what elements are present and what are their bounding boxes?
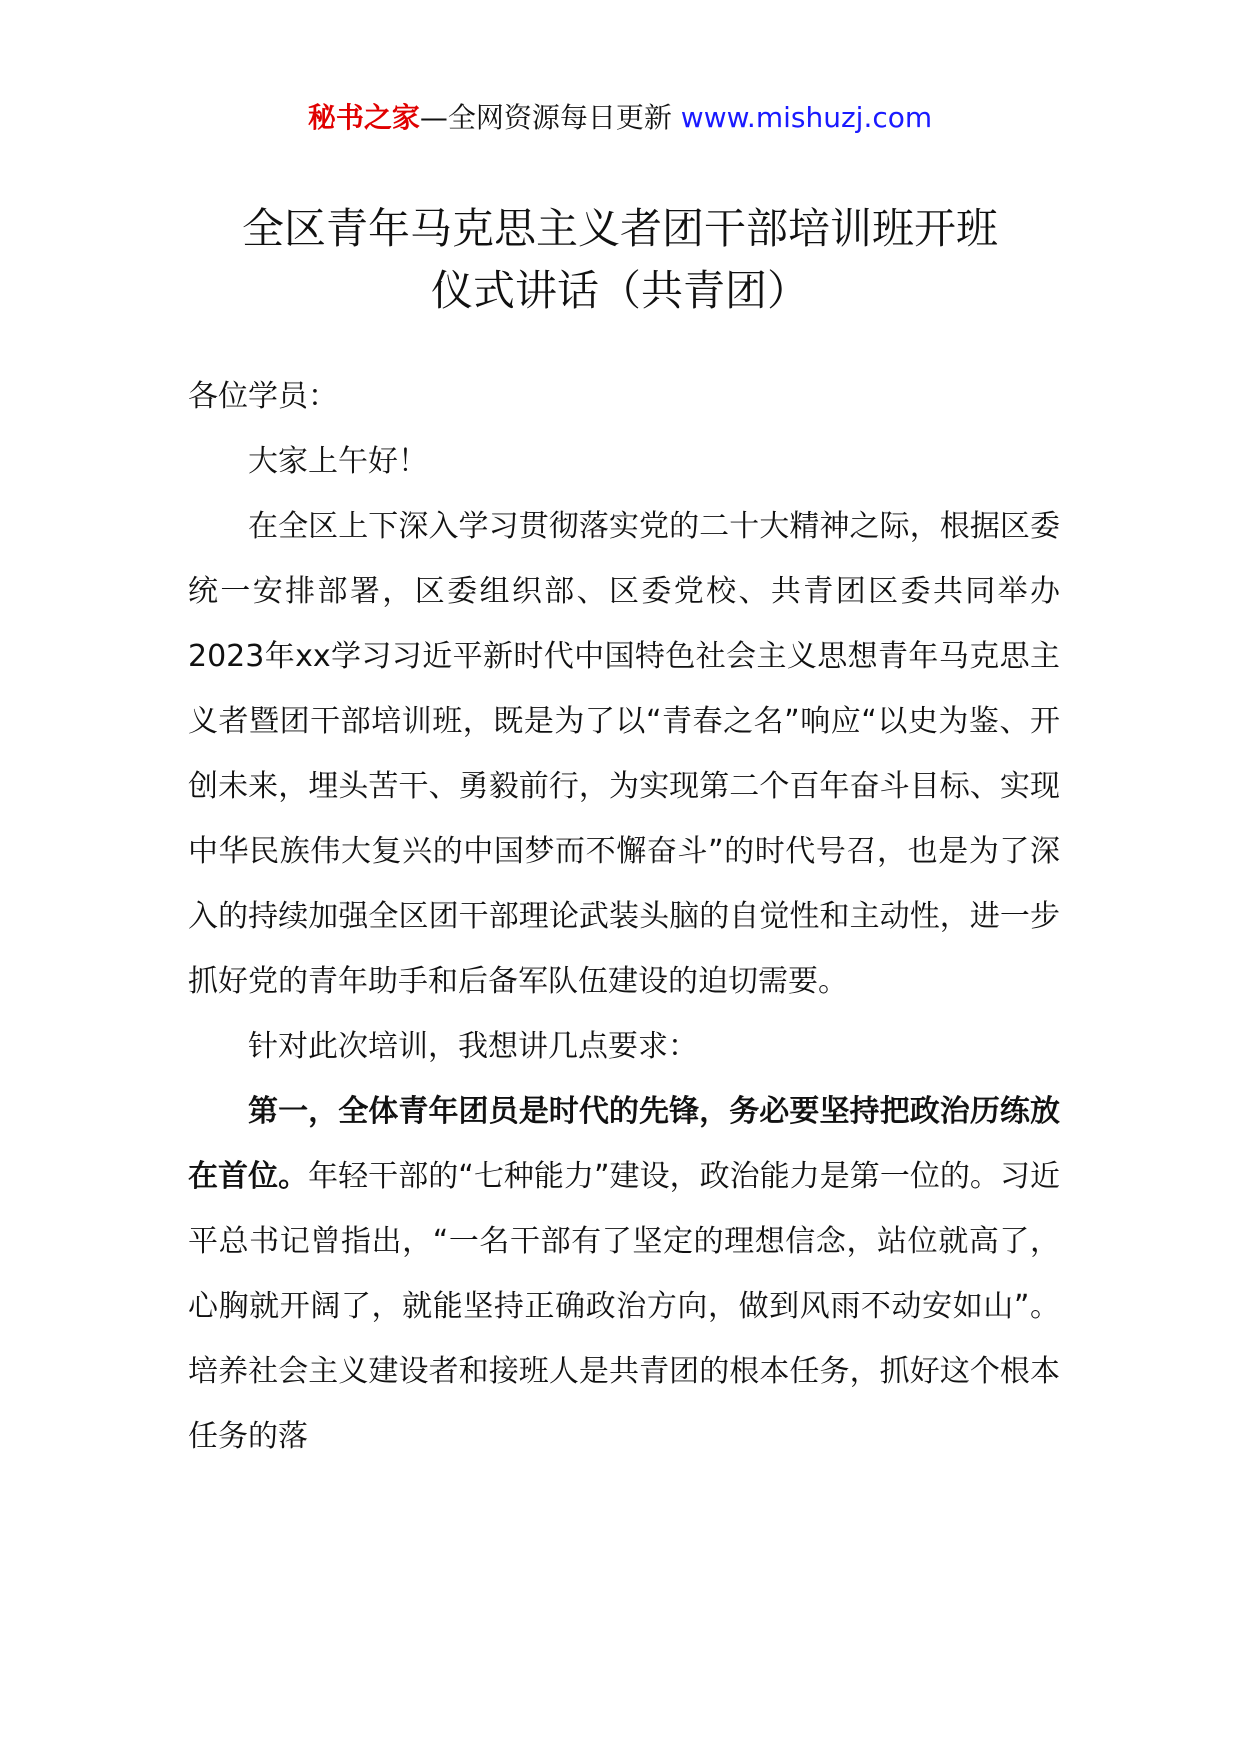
title-line-1: 全区青年马克思主义者团干部培训班开班 xyxy=(241,204,998,253)
salutation: 各位学员： xyxy=(188,379,338,414)
paragraph-1: 在全区上下深入学习贯彻落实党的二十大精神之际，根据区委统一安排部署，区委组织部、区委党校、共青团区委共同举办2023年xx学习习近平新时代中国特色社会主义思想青年马克思主义者暨团干部培训班，既是为了以“青春之名”响应“以史为鉴、开创未来，埋头苦干、勇毅前行，为实现第二个百年奋斗目标、实现中华民族伟大复兴的中国梦而不懈奋斗”的时代号召，也是为了深入的持续加强全区团干部理论武装头脑的自觉性和主动性，进一步抓好党的青年助手和后备军队伍建设的迫切需要。 xyxy=(188,509,1060,999)
site-url-link[interactable]: www.mishuzj.com xyxy=(680,101,933,134)
paragraph-2: 针对此次培训，我想讲几点要求： xyxy=(248,1029,698,1064)
document-title xyxy=(150,198,1090,322)
site-header xyxy=(0,98,1240,138)
brand-name: 秘书之家 xyxy=(307,101,420,134)
title-line-2: 仪式讲话（共青团） xyxy=(430,266,809,315)
paragraph-3-lead: 第一，全体青年团员是时代的先锋，务必要坚持把政治历练放在首位。 xyxy=(188,1094,1060,1194)
paragraph-3 xyxy=(188,1079,1060,1469)
document-body xyxy=(188,364,1060,1469)
header-tagline: —全网资源每日更新 xyxy=(419,101,672,134)
paragraph-3-text: 年轻干部的“七种能力”建设，政治能力是第一位的。习近平总书记曾指出，“一名干部有了坚定的理想信念，站位就高了，心胸就开阔了，就能坚持正确政治方向，做到风雨不动安如山”。培养社会主义建设者和接班人是共青团的根本任务，抓好这个根本任务的落 xyxy=(188,1159,1060,1454)
greeting: 大家上午好！ xyxy=(248,444,428,479)
